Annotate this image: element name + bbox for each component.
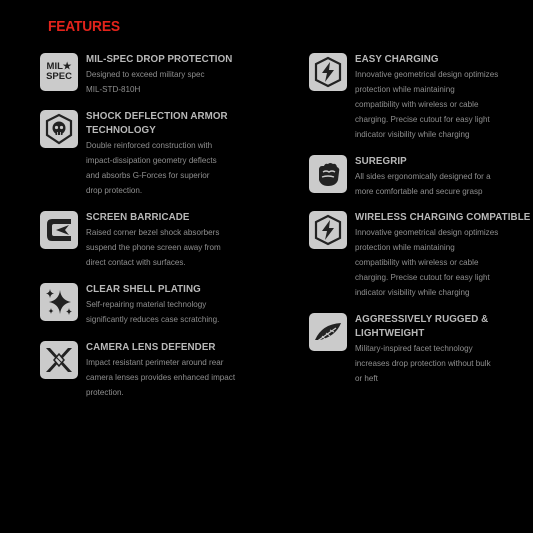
feature-screen-barricade <box>40 211 229 270</box>
feature-desc-line: Innovative geometrical design optimizes <box>355 227 499 237</box>
feature-title: LIGHTWEIGHT <box>355 328 425 339</box>
mil-spec-icon: MIL★ SPEC <box>40 53 78 91</box>
feature-desc-line: charging. Precise cutout for easy light <box>355 114 490 124</box>
feature-rugged-lightweight <box>309 313 499 386</box>
feature-desc-line: compatibility with wireless or cable <box>355 257 479 267</box>
feature-desc-line: All sides ergonomically designed for a <box>355 171 491 181</box>
lightning-charge-icon <box>309 53 347 91</box>
skull-shield-icon <box>40 110 78 148</box>
feature-desc-line: and absorbs G-Forces for superior <box>86 170 210 180</box>
features-heading: FEATURES <box>48 18 120 35</box>
feature-easy-charging <box>309 53 507 142</box>
feature-suregrip <box>309 155 499 199</box>
mil-spec-icon-text-1: MIL <box>46 61 63 72</box>
camera-lens-shield-icon <box>40 341 78 379</box>
feature-title: EASY CHARGING <box>355 54 439 65</box>
feature-desc-line: impact-dissipation geometry deflects <box>86 155 217 165</box>
feature-desc-line: more comfortable and secure grasp <box>355 186 483 196</box>
feature-title: CLEAR SHELL PLATING <box>86 284 201 295</box>
feature-camera-lens <box>40 341 245 400</box>
feature-wireless-charging <box>309 211 533 300</box>
feature-desc-line: indicator visibility while charging <box>355 287 470 297</box>
grip-fist-icon <box>309 155 347 193</box>
feature-title: MIL-SPEC DROP PROTECTION <box>86 54 233 65</box>
feature-desc-line: protection while maintaining <box>355 242 455 252</box>
feature-desc-line: direct contact with surfaces. <box>86 257 186 267</box>
feature-desc-line: protection while maintaining <box>355 84 455 94</box>
feature-desc-line: or heft <box>355 373 378 383</box>
feature-desc-line: compatibility with wireless or cable <box>355 99 479 109</box>
feature-shock-deflection <box>40 110 237 198</box>
feature-desc-line: Self-repairing material technology <box>86 299 207 309</box>
feature-desc-line: Raised corner bezel shock absorbers <box>86 227 220 237</box>
feature-desc-line: Military-inspired facet technology <box>355 343 473 353</box>
feature-desc-line: indicator visibility while charging <box>355 129 470 139</box>
feature-title: SCREEN BARRICADE <box>86 212 190 223</box>
feature-mil-spec <box>40 53 242 97</box>
mil-spec-icon-text-2: SPEC <box>46 71 72 82</box>
feature-clear-shell <box>40 283 228 327</box>
wireless-charging-icon <box>309 211 347 249</box>
feature-title: TECHNOLOGY <box>86 125 156 136</box>
feature-title: CAMERA LENS DEFENDER <box>86 342 216 353</box>
feature-title: WIRELESS CHARGING COMPATIBLE <box>355 212 531 223</box>
feature-desc-line: MIL-STD-810H <box>86 84 141 94</box>
feature-desc-line: significantly reduces case scratching. <box>86 314 220 324</box>
feature-desc-line: Innovative geometrical design optimizes <box>355 69 499 79</box>
screen-barricade-icon <box>40 211 78 249</box>
feature-desc-line: Designed to exceed military spec <box>86 69 205 79</box>
feature-desc-line: charging. Precise cutout for easy light <box>355 272 490 282</box>
feature-desc-line: Impact resistant perimeter around rear <box>86 357 224 367</box>
feature-desc-line: drop protection. <box>86 185 143 195</box>
feature-desc-line: protection. <box>86 387 124 397</box>
feature-title: SUREGRIP <box>355 156 407 167</box>
feature-title: AGGRESSIVELY RUGGED & <box>355 314 489 325</box>
feature-desc-line: camera lenses provides enhanced impact <box>86 372 236 382</box>
feature-desc-line: increases drop protection without bulk <box>355 358 491 368</box>
sparkles-icon <box>40 283 78 321</box>
feature-desc-line: Double reinforced construction with <box>86 140 213 150</box>
feather-icon <box>309 313 347 351</box>
feature-title: SHOCK DEFLECTION ARMOR <box>86 111 228 122</box>
feature-desc-line: suspend the phone screen away from <box>86 242 221 252</box>
